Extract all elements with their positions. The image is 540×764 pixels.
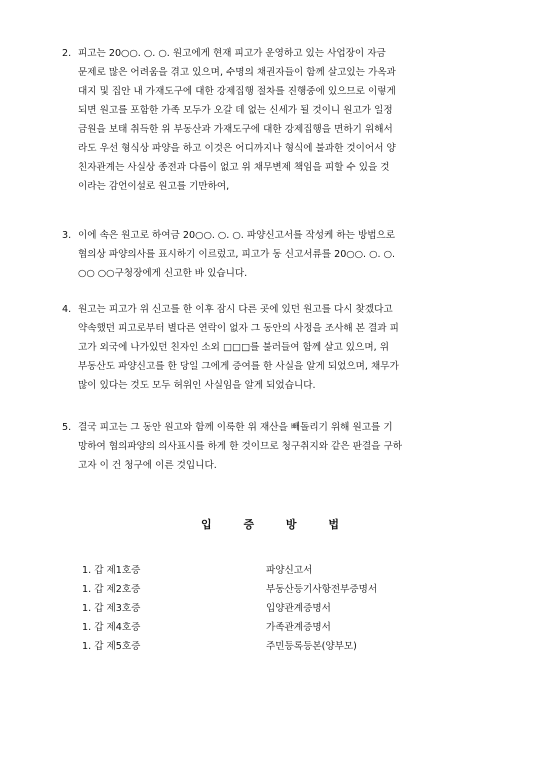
paragraph-2 <box>62 44 487 196</box>
paragraph-line: ○○ ○○구청장에게 신고한 바 있습니다. <box>78 268 248 279</box>
paragraph-line: 피고는 20○○. ○. ○. 원고에게 현재 피고가 운영하고 있는 사업장이 자금 <box>78 48 386 59</box>
evidence-label: 1. 갑 제5호증 <box>82 641 141 652</box>
paragraph-line: 이라는 감언이설로 원고를 기만하여, <box>78 181 230 192</box>
paragraph-line: 대지 및 집안 내 가재도구에 대한 강제집행 절차를 진행중에 있으므로 이렇게 <box>78 86 396 97</box>
evidence-item <box>82 637 442 656</box>
paragraph-4 <box>62 300 487 395</box>
paragraph-line: 금원을 보태 취득한 위 부동산과 가재도구에 대한 강제집행을 면하기 위해서 <box>78 124 393 135</box>
evidence-label: 1. 갑 제4호증 <box>82 622 141 633</box>
paragraph-5 <box>62 418 487 475</box>
paragraph-number: 3. <box>62 230 72 241</box>
paragraph-line: 망하여 협의파양의 의사표시를 하게 한 것이므로 청구취지와 같은 판결을 구하 <box>78 441 403 452</box>
evidence-document: 부동산등기사항전부증명서 <box>266 584 378 595</box>
evidence-label: 1. 갑 제2호증 <box>82 584 141 595</box>
evidence-document: 가족관계증명서 <box>266 622 331 633</box>
evidence-label: 1. 갑 제1호증 <box>82 565 141 576</box>
paragraph-line: 협의상 파양의사를 표시하기 이르렀고, 피고가 동 신고서류를 20○○. ○. ○. <box>78 249 396 260</box>
paragraph-body <box>78 44 487 196</box>
paragraph-line: 많이 있다는 것도 모두 허위인 사실임을 알게 되었습니다. <box>78 380 316 391</box>
evidence-section-title: 입 증 방 법 <box>201 518 353 531</box>
evidence-list <box>82 561 442 656</box>
paragraph-number: 4. <box>62 304 72 315</box>
paragraph-line: 부동산도 파양신고를 한 당일 그에게 증여를 한 사실을 알게 되었으며, 채무가 <box>78 361 399 372</box>
paragraph-body <box>78 418 487 475</box>
paragraph-line: 원고는 피고가 위 신고를 한 이후 잠시 다른 곳에 있던 원고를 다시 찾겠다고 <box>78 304 393 315</box>
paragraph-body <box>78 226 487 283</box>
paragraph-line: 약속했던 피고로부터 별다른 연락이 없자 그 동안의 사정을 조사해 본 결과 피 <box>78 323 399 334</box>
paragraph-line: 라도 우선 형식상 파양을 하고 이것은 어디까지나 형식에 불과한 것이어서 양 <box>78 143 396 154</box>
paragraph-line: 친자관계는 사실상 종전과 다름이 없고 위 채무변제 책임을 피할 수 있을 것 <box>78 162 390 173</box>
evidence-label: 1. 갑 제3호증 <box>82 603 141 614</box>
evidence-document: 주민등록등본(양부모) <box>266 641 357 652</box>
paragraph-body <box>78 300 487 395</box>
evidence-item <box>82 561 442 580</box>
evidence-item <box>82 599 442 618</box>
paragraph-line: 고가 외국에 나가있던 친자인 소외 □□□를 불러들여 함께 살고 있으며, 위 <box>78 342 389 353</box>
paragraph-line: 되면 원고를 포함한 가족 모두가 오갈 데 없는 신세가 될 것이니 원고가 일정 <box>78 105 393 116</box>
evidence-document: 파양신고서 <box>266 565 313 576</box>
paragraph-3 <box>62 226 487 283</box>
paragraph-line: 결국 피고는 그 동안 원고와 함께 이룩한 위 재산을 빼돌리기 위해 원고를 기 <box>78 422 393 433</box>
paragraph-number: 5. <box>62 422 72 433</box>
evidence-item <box>82 618 442 637</box>
paragraph-line: 문제로 많은 어려움을 겪고 있으며, 수명의 채권자들이 함께 살고있는 가옥과 <box>78 67 396 78</box>
paragraph-number: 2. <box>62 48 72 59</box>
evidence-item <box>82 580 442 599</box>
evidence-document: 입양관계증명서 <box>266 603 331 614</box>
paragraph-line: 이에 속은 원고로 하여금 20○○. ○. ○. 파양신고서를 작성케 하는 방법으로 <box>78 230 396 241</box>
paragraph-line: 고자 이 건 청구에 이른 것입니다. <box>78 460 217 471</box>
